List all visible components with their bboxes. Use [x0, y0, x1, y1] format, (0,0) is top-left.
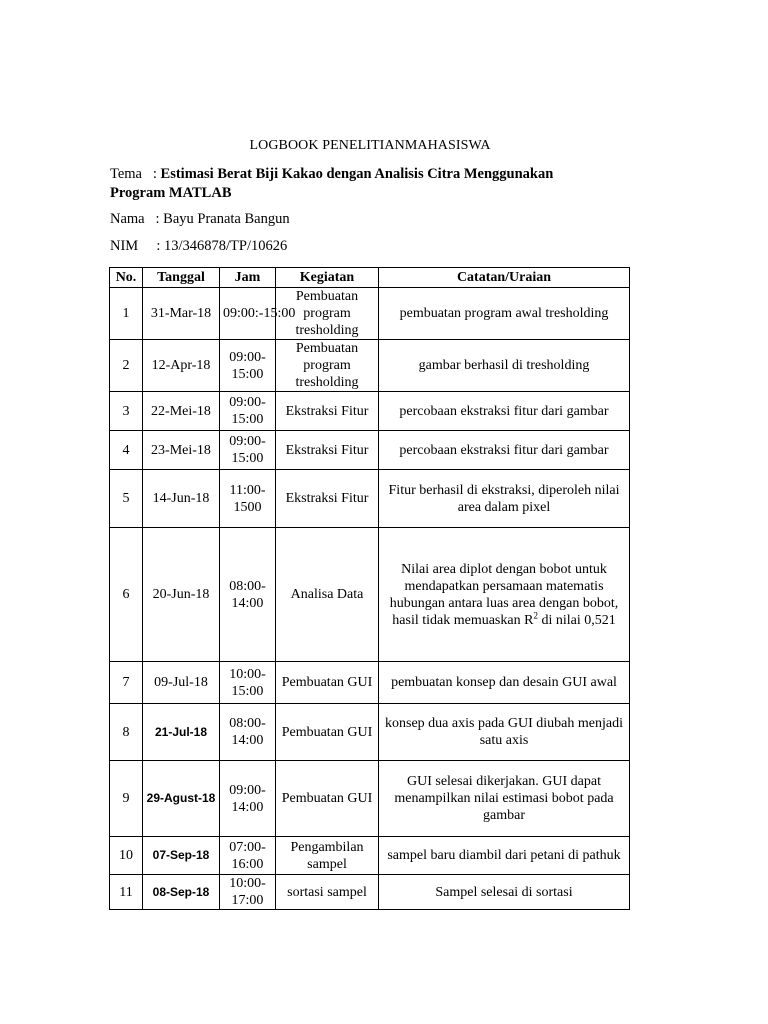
table-row — [110, 662, 630, 704]
cell-tanggal: 20-Jun-18 — [143, 528, 220, 662]
cell-no: 2 — [110, 340, 143, 392]
cell-kegiatan: Pembuatan program tresholding — [276, 288, 379, 340]
cell-no: 9 — [110, 761, 143, 837]
cell-tanggal: 31-Mar-18 — [143, 288, 220, 340]
cell-kegiatan: Pembuatan program tresholding — [276, 340, 379, 392]
cell-no: 11 — [110, 875, 143, 910]
cell-jam: 09:00-14:00 — [220, 761, 276, 837]
header-kegiatan: Kegiatan — [276, 268, 379, 288]
cell-jam: 09:00-15:00 — [220, 431, 276, 470]
cell-jam: 09:00-15:00 — [220, 392, 276, 431]
cell-catatan: percobaan ekstraksi fitur dari gambar — [379, 392, 630, 431]
cell-no: 10 — [110, 837, 143, 875]
cell-tanggal: 14-Jun-18 — [143, 470, 220, 528]
cell-jam: 09:00-15:00 — [220, 340, 276, 392]
cell-catatan: Sampel selesai di sortasi — [379, 875, 630, 910]
table-row — [110, 875, 630, 910]
cell-jam: 10:00-15:00 — [220, 662, 276, 704]
cell-tanggal: 29-Agust-18 — [143, 761, 220, 837]
table-row — [110, 392, 630, 431]
cell-kegiatan: Ekstraksi Fitur — [276, 392, 379, 431]
nim-label: NIM — [110, 238, 139, 254]
tema-line: Tema : Estimasi Berat Biji Kakao dengan Analisis Citra Menggunakan Program MATLAB — [110, 166, 554, 201]
cell-jam: 08:00-14:00 — [220, 528, 276, 662]
nim-line: NIM : 13/346878/TP/10626 — [110, 238, 288, 254]
cell-kegiatan: sortasi sampel — [276, 875, 379, 910]
cell-tanggal: 08-Sep-18 — [143, 875, 220, 910]
cell-kegiatan: Pembuatan GUI — [276, 761, 379, 837]
catatan-text: Nilai area diplot dengan bobot untuk mendapatkan persamaan matematis hubungan antara luas area dengan bobot, hasil tidak memuaskan R — [389, 561, 619, 628]
cell-no: 6 — [110, 528, 143, 662]
table-row — [110, 470, 630, 528]
cell-no: 4 — [110, 431, 143, 470]
cell-catatan: gambar berhasil di tresholding — [379, 340, 630, 392]
table-row — [110, 761, 630, 837]
cell-catatan: Fitur berhasil di ekstraksi, diperoleh nilai area dalam pixel — [379, 470, 630, 528]
nama-label: Nama — [110, 211, 145, 227]
cell-tanggal: 21-Jul-18 — [143, 704, 220, 761]
table-row — [110, 340, 630, 392]
cell-jam: 07:00-16:00 — [220, 837, 276, 875]
table-row — [110, 528, 630, 662]
table-header-row — [110, 268, 630, 288]
table-row — [110, 288, 630, 340]
cell-jam: 09:00:-15:00 — [220, 288, 276, 340]
table-row — [110, 704, 630, 761]
cell-tanggal: 23-Mei-18 — [143, 431, 220, 470]
nama-line: Nama : Bayu Pranata Bangun — [110, 211, 290, 227]
cell-kegiatan: Pengambilan sampel — [276, 837, 379, 875]
cell-kegiatan: Pembuatan GUI — [276, 662, 379, 704]
tema-label: Tema — [110, 166, 142, 182]
cell-catatan: konsep dua axis pada GUI diubah menjadi satu axis — [379, 704, 630, 761]
cell-catatan — [379, 528, 630, 662]
header-tanggal: Tanggal — [143, 268, 220, 288]
cell-tanggal: 07-Sep-18 — [143, 837, 220, 875]
nim-value: 13/346878/TP/10626 — [163, 238, 288, 254]
header-jam: Jam — [220, 268, 276, 288]
cell-catatan: pembuatan program awal tresholding — [379, 288, 630, 340]
cell-jam: 11:00-1500 — [220, 470, 276, 528]
cell-tanggal: 09-Jul-18 — [143, 662, 220, 704]
cell-no: 1 — [110, 288, 143, 340]
cell-jam: 08:00-14:00 — [220, 704, 276, 761]
cell-kegiatan: Analisa Data — [276, 528, 379, 662]
cell-tanggal: 22-Mei-18 — [143, 392, 220, 431]
cell-no: 3 — [110, 392, 143, 431]
cell-no: 8 — [110, 704, 143, 761]
cell-jam: 10:00-17:00 — [220, 875, 276, 910]
table-row — [110, 431, 630, 470]
cell-kegiatan: Ekstraksi Fitur — [276, 431, 379, 470]
cell-catatan: percobaan ekstraksi fitur dari gambar — [379, 431, 630, 470]
logbook-table — [109, 267, 630, 910]
cell-no: 7 — [110, 662, 143, 704]
nama-value: Bayu Pranata Bangun — [163, 211, 290, 227]
header-catatan: Catatan/Uraian — [379, 268, 630, 288]
table-row — [110, 837, 630, 875]
cell-catatan: sampel baru diambil dari petani di pathuk — [379, 837, 630, 875]
superscript: 2 — [533, 609, 538, 620]
cell-kegiatan: Ekstraksi Fitur — [276, 470, 379, 528]
document-title: LOGBOOK PENELITIANMAHASISWA — [249, 138, 491, 153]
catatan-text-after: di nilai 0,521 — [537, 612, 616, 628]
cell-catatan: GUI selesai dikerjakan. GUI dapat menampilkan nilai estimasi bobot pada gambar — [379, 761, 630, 837]
cell-no: 5 — [110, 470, 143, 528]
header-no: No. — [110, 268, 143, 288]
cell-kegiatan: Pembuatan GUI — [276, 704, 379, 761]
tema-value: Estimasi Berat Biji Kakao dengan Analisis Citra Menggunakan Program MATLAB — [110, 166, 554, 201]
cell-tanggal: 12-Apr-18 — [143, 340, 220, 392]
cell-catatan: pembuatan konsep dan desain GUI awal — [379, 662, 630, 704]
